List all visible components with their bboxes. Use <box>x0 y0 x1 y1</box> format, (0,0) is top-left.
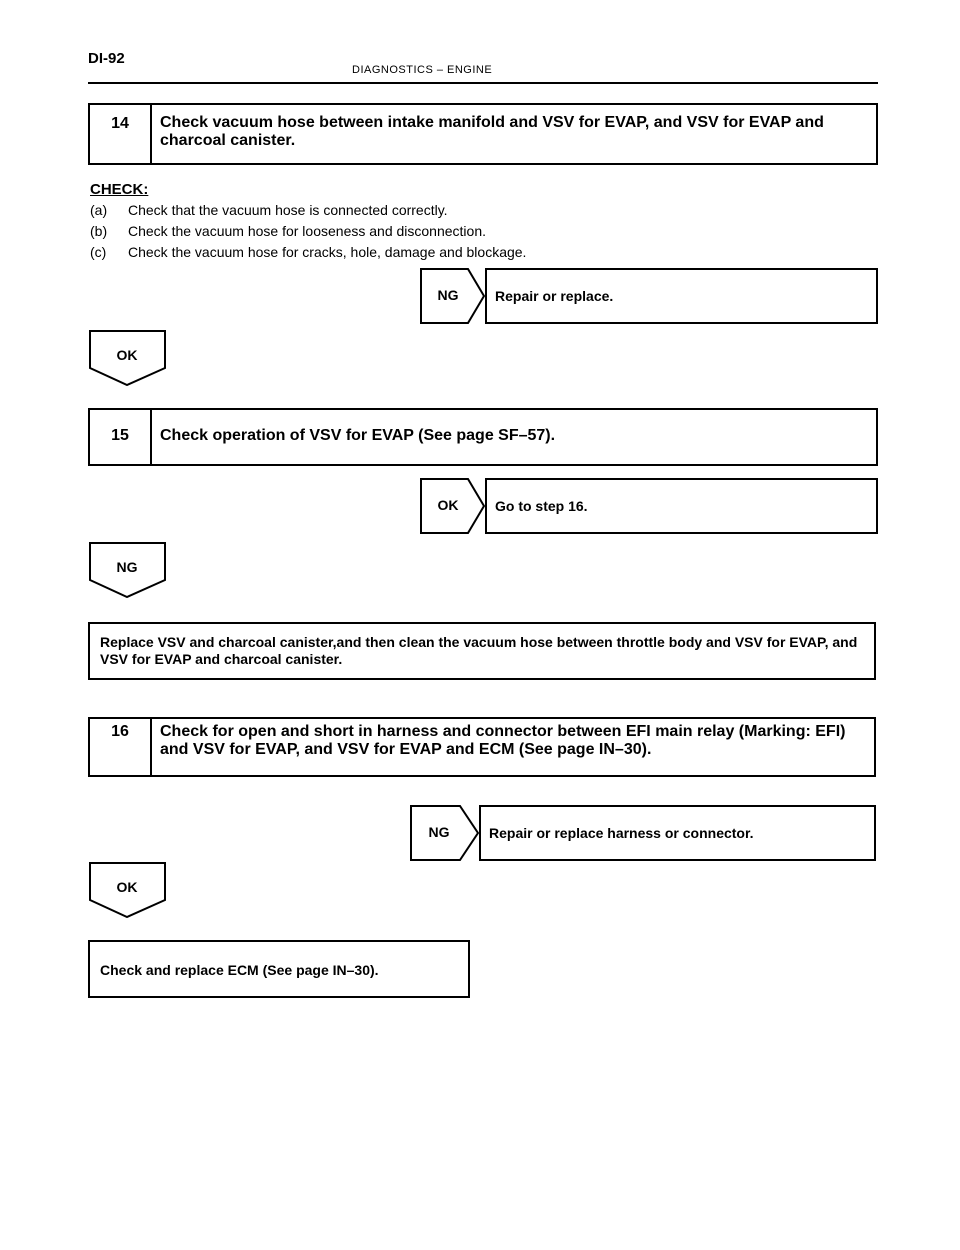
step-15-ok-tag <box>420 478 486 534</box>
check-item-text: Check the vacuum hose for looseness and disconnection. <box>128 223 486 239</box>
step-15-ng-label: NG <box>116 559 138 575</box>
step-14-box <box>88 103 878 165</box>
step-15-ng-tag <box>89 542 167 598</box>
step-14-ok-label: OK <box>116 347 138 363</box>
final-action-box: Check and replace ECM (See page IN–30). <box>88 940 470 998</box>
check-heading: CHECK: <box>90 181 149 198</box>
step-14-number: 14 <box>90 105 152 163</box>
check-item-marker: (c) <box>90 244 107 260</box>
step-15-ok-label: OK <box>437 497 459 513</box>
section-title: DIAGNOSTICS – ENGINE <box>352 64 493 76</box>
step-14-ng-result: Repair or replace. <box>485 268 878 324</box>
step-14-ng-tag <box>420 268 486 324</box>
page-id: DI-92 <box>88 50 125 67</box>
check-item-text: Check that the vacuum hose is connected correctly. <box>128 202 448 218</box>
step-16-box <box>88 717 876 777</box>
check-item-text: Check the vacuum hose for cracks, hole, damage and blockage. <box>128 244 527 260</box>
check-item-marker: (b) <box>90 223 108 239</box>
check-item <box>90 200 526 221</box>
step-16-number: 16 <box>90 719 152 775</box>
step-15-text: Check operation of VSV for EVAP (See page SF–57). <box>160 427 556 444</box>
check-item <box>90 221 526 242</box>
step-15-box <box>88 408 878 466</box>
step-14-ok-tag <box>89 330 167 386</box>
check-item-marker: (a) <box>90 202 108 218</box>
step-15-number: 15 <box>90 410 152 464</box>
check-list <box>90 200 526 263</box>
step-16-ok-tag <box>89 862 167 918</box>
step-14-text: Check vacuum hose between intake manifold and VSV for EVAP, and VSV for EVAP and charcoal canister. <box>160 114 824 149</box>
step-16-ng-label: NG <box>428 824 450 840</box>
check-item <box>90 242 526 263</box>
step-16-ng-tag <box>410 805 480 861</box>
header-rule <box>88 82 878 84</box>
replace-action-box: Replace VSV and charcoal canister,and then clean the vacuum hose between throttle body and VSV for EVAP, and VSV for EVAP and charcoal canister. <box>88 622 876 680</box>
step-16-text: Check for open and short in harness and connector between EFI main relay (Marking: EFI) and VSV for EVAP, and VSV for EVAP and ECM (See page IN–30). <box>160 723 846 758</box>
step-15-ok-result: Go to step 16. <box>485 478 878 534</box>
step-16-ng-result: Repair or replace harness or connector. <box>479 805 876 861</box>
step-16-ok-label: OK <box>116 879 138 895</box>
step-14-ng-label: NG <box>437 287 459 303</box>
